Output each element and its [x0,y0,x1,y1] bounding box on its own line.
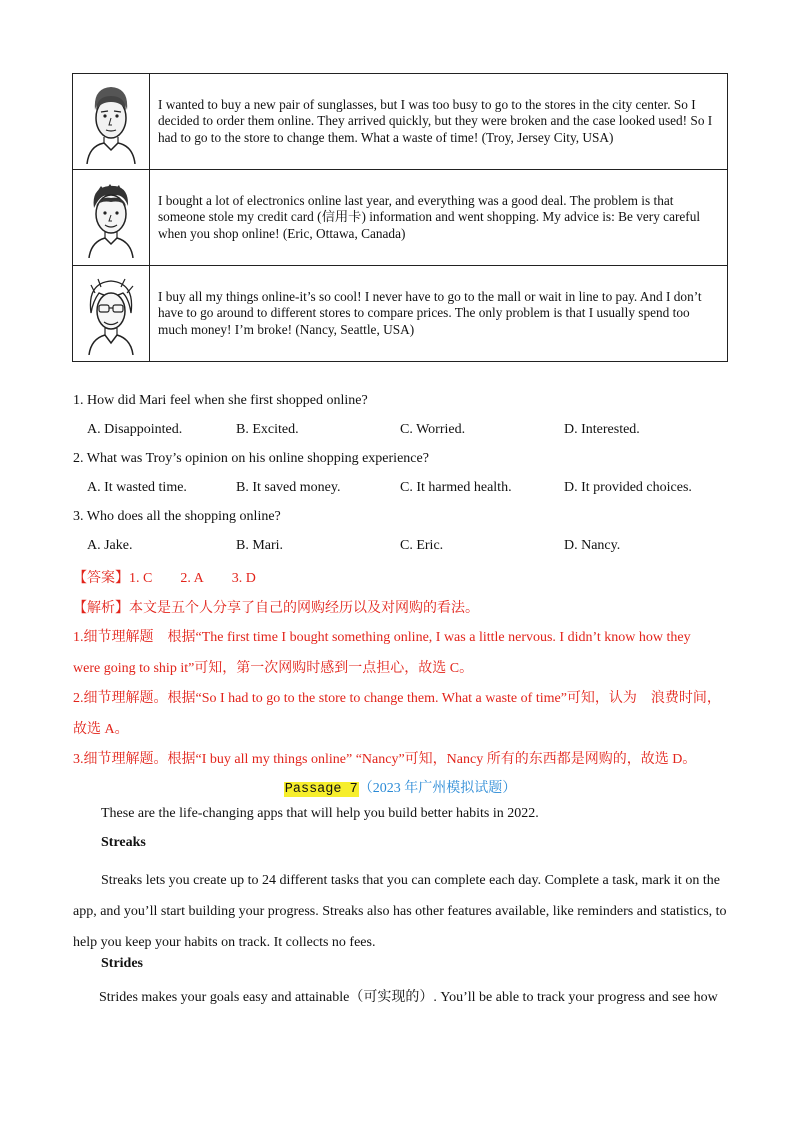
analysis-line: were going to ship it”可知，第一次网购时感到一点担心，故选 C。 [73,661,474,676]
answer-label: 【答案】 [73,571,129,586]
table-row [73,266,728,362]
avatar-cell [73,74,150,170]
answer-line [73,567,256,587]
option-a: A. Jake. [87,538,133,553]
passage-title [0,777,800,797]
young-man-avatar [81,178,141,258]
section-heading: Strides [101,956,143,971]
passage-intro: These are the life-changing apps that will help you build better habits in 2022. [101,806,539,821]
option-b: B. Mari. [236,538,284,553]
section-heading: Streaks [101,835,146,850]
option-c: C. It harmed health. [400,480,512,495]
option-a: A. It wasted time. [87,480,187,495]
man-short-hair-avatar [81,80,141,164]
review-table [72,73,728,362]
review-text: I bought a lot of electronics online last year, and everything was a good deal. The problem is that someone stole my credit card (信用卡) information and went shopping. My advice is: Be very careful when you shop online! (Eric, Ottawa, Canada) [150,170,728,266]
table-row [73,170,728,266]
woman-glasses-avatar [81,273,141,355]
analysis-line: 故选 A。 [73,722,129,737]
question-stem: 1. How did Mari feel when she first shopped online? [73,393,368,408]
passage-source: （2023 年广州模拟试题） [358,781,517,796]
avatar-cell [73,266,150,362]
review-text: I wanted to buy a new pair of sunglasses, but I was too busy to go to the stores in the city center. So I decided to order them online. They arrived quickly, but they were broken and the case looked used! So I had to go to the store to change them. What a waste of time! (Troy, Jersey City, USA) [150,74,728,170]
option-a: A. Disappointed. [87,422,183,437]
section-body: Strides makes your goals easy and attainable（可实现的）. You’ll be able to track your progress and see how [99,990,718,1005]
option-b: B. Excited. [236,422,299,437]
option-d: D. Interested. [564,422,640,437]
passage-number: Passage 7 [284,782,358,797]
table-row [73,74,728,170]
question-stem: 2. What was Troy’s opinion on his online shopping experience? [73,451,429,466]
option-c: C. Eric. [400,538,444,553]
option-d: D. It provided choices. [564,480,692,495]
review-text: I buy all my things online-it’s so cool! I never have to go to the mall or wait in line to pay. And I don’t have to go around to different stores to compare prices. The only problem is that I usually spend too much money! I’m broke! (Nancy, Seattle, USA) [150,266,728,362]
option-d: D. Nancy. [564,538,621,553]
option-c: C. Worried. [400,422,466,437]
analysis-summary: 【解析】本文是五个人分享了自己的网购经历以及对网购的看法。 [73,601,479,616]
analysis-line: 1.细节理解题 根据“The first time I bought something online, I was a little nervous. I didn’t know how they [73,630,691,645]
analysis-line: 3.细节理解题。根据“I buy all my things online” “Nancy”可知，Nancy 所有的东西都是网购的，故选 D。 [73,752,697,767]
answer-item: 3. D [231,571,256,586]
section-body: Streaks lets you create up to 24 different tasks that you can complete each day. Complete a task, mark it on the app, and you’ll start building your progress. Streaks also has other features available, like reminders and statistics, to help you keep your habits on track. It collects no fees. [73,873,727,950]
analysis-line: 2.细节理解题。根据“So I had to go to the store to change them. What a waste of time”可知，认为 浪费时间， [73,691,721,706]
question-stem: 3. Who does all the shopping online? [73,509,281,524]
avatar-cell [73,170,150,266]
option-b: B. It saved money. [236,480,341,495]
answer-item: 1. C [129,571,153,586]
answer-item: 2. A [180,571,204,586]
